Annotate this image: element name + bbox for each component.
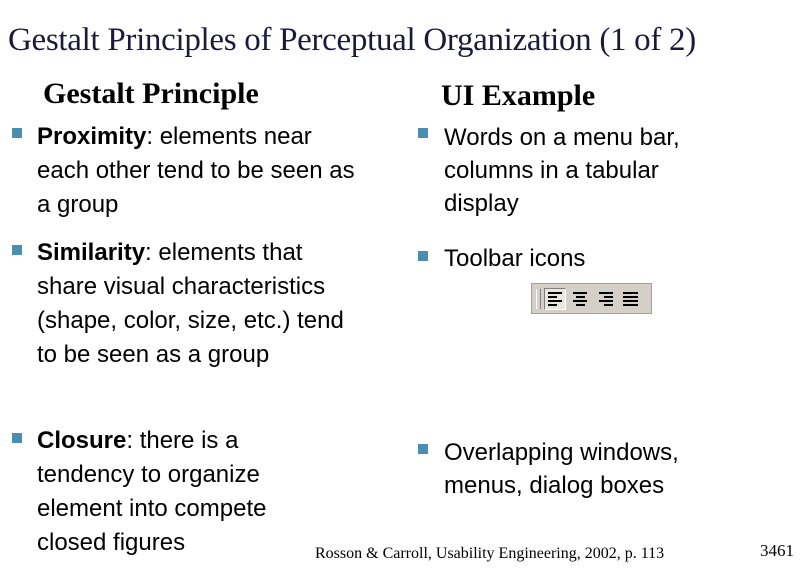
example-closure xyxy=(444,436,679,502)
bullet-icon xyxy=(12,128,22,138)
bullet-icon xyxy=(418,251,428,261)
slide-title: Gestalt Principles of Perceptual Organization (1 of 2) xyxy=(8,22,696,58)
bullet-icon xyxy=(418,444,428,454)
example-line: Overlapping windows, xyxy=(444,439,679,466)
example-line: Toolbar icons xyxy=(444,245,586,272)
alignment-toolbar xyxy=(531,283,652,314)
align-right-icon[interactable] xyxy=(594,288,616,310)
principle-term: Proximity xyxy=(37,123,147,150)
principle-similarity xyxy=(37,236,357,372)
bullet-icon xyxy=(12,433,22,443)
example-line: menus, dialog boxes xyxy=(444,472,665,499)
example-similarity xyxy=(444,242,585,275)
principle-term: Closure xyxy=(37,427,127,454)
bullet-icon xyxy=(418,128,428,138)
principle-closure xyxy=(37,424,327,560)
example-line: display xyxy=(444,190,519,217)
toolbar-grip xyxy=(536,289,541,309)
example-line: columns in a tabular xyxy=(444,157,659,184)
justify-icon[interactable] xyxy=(619,288,641,310)
right-column-header: UI Example xyxy=(441,79,596,112)
principle-term: Similarity xyxy=(37,239,146,266)
principle-proximity xyxy=(37,120,357,222)
example-proximity xyxy=(444,121,680,220)
align-center-icon[interactable] xyxy=(569,288,591,310)
principle-description: : elements near each other tend to be seen as a group xyxy=(37,123,355,218)
principle-description: : there is a tendency to organize element into compete closed figures xyxy=(37,427,267,556)
principle-description: : elements that share visual characteristics (shape, color, size, etc.) tend to be seen as a group xyxy=(37,239,344,368)
left-column-header: Gestalt Principle xyxy=(43,77,259,110)
citation-footer: Rosson & Carroll, Usability Engineering, 2002, p. 113 xyxy=(315,545,665,562)
page-number: 3461 xyxy=(760,541,794,560)
align-left-icon[interactable] xyxy=(544,288,566,310)
bullet-icon xyxy=(12,245,22,255)
example-line: Words on a menu bar, xyxy=(444,124,680,151)
